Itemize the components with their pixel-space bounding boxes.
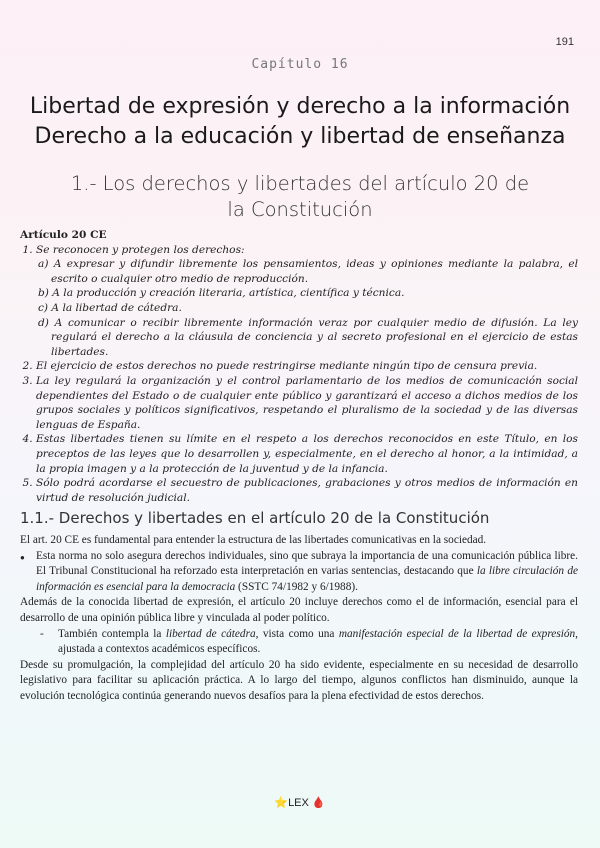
emphasis: manifestación especial de la libertad de expresión [338, 627, 576, 640]
bullet-item [20, 549, 578, 596]
article-item: 5. Sólo podrá acordarse el secuestro de publicaciones, grabaciones y otros medios de información en virtud de resolución judicial. [36, 476, 578, 505]
body-text [20, 533, 578, 705]
article-block [20, 228, 578, 505]
text: , vista como una [255, 627, 339, 640]
dash-item [20, 627, 578, 658]
emphasis: la libre circulación de información es esencial para la democracia [36, 565, 578, 593]
article-subitem: c) A la libertad de cátedra. [38, 301, 182, 314]
text: También contempla la [58, 627, 166, 640]
text: (SSTC 74/1982 y 6/1988). [235, 580, 358, 593]
article-item [36, 243, 578, 360]
section-title: 1.- Los derechos y libertades del artículo 20 de la Constitución [70, 172, 530, 221]
paragraph: Además de la conocida libertad de expresión, el artículo 20 incluye derechos como el de información, esencial para el desarrollo de una opinión pública libre y vinculada al poder político. [20, 596, 578, 624]
footer-label: LEX [288, 797, 309, 809]
title-line-2: Derecho a la educación y libertad de enseñanza [34, 124, 566, 149]
text: Esta norma no solo asegura derechos individuales, sino que subraya la importancia de una comunicación pública libre. El Tribunal Constitucional ha reforzado esta interpretación en varias sentencias, destacando que [36, 549, 578, 578]
paragraph: Desde su promulgación, la complejidad del artículo 20 ha sido evidente, especialmente en su necesidad de desarrollo legislativo para facilitar su aplicación práctica. A lo largo del tiempo, algunos conflictos han disminuido, aunque la evolución tecnológica continúa generando nuevos desafíos para la plena efectividad de estos derechos. [20, 658, 578, 702]
title-line-1: Libertad de expresión y derecho a la información [29, 94, 571, 119]
page-number: 191 [555, 36, 574, 48]
chapter-label: Capítulo 16 [251, 57, 349, 72]
text: , ajustada a contextos académicos específicos. [58, 627, 578, 656]
emphasis: libertad de cátedra [165, 627, 256, 640]
article-item: 2. El ejercicio de estos derechos no puede restringirse mediante ningún tipo de censura previa. [36, 359, 578, 374]
article-subitem: d) A comunicar o recibir libremente información veraz por cualquier medio de difusión. La ley regulará el derecho a la cláusula de conciencia y al secreto profesional en el ejercicio de estas libertades. [38, 316, 578, 358]
star-icon: ⭐ [274, 797, 289, 809]
page-title [0, 92, 600, 152]
article-heading: Artículo 20 CE [20, 229, 107, 241]
drop-icon: 🩸 [311, 797, 326, 809]
footer-logo [0, 796, 600, 809]
article-subitem: b) A la producción y creación literaria, artística, científica y técnica. [38, 287, 405, 300]
article-subitem: a) A expresar y difundir libremente los pensamientos, ideas y opiniones mediante la palabra, el escrito o cualquier otro medio de reproducción. [38, 258, 578, 285]
article-item: 3. La ley regulará la organización y el control parlamentario de los medios de comunicación social dependientes del Estado o de cualquier ente público y garantizará el acceso a dichos medios de los grupos sociales y políticos significativos, respetando el pluralismo de la sociedad y de las diversas lenguas de España. [36, 374, 578, 432]
article-item-text: Se reconocen y protegen los derechos: [36, 243, 245, 256]
subsection-heading: 1.1.- Derechos y libertades en el artículo 20 de la Constitución [20, 509, 490, 527]
paragraph: El art. 20 CE es fundamental para entender la estructura de las libertades comunicativas en la sociedad. [20, 534, 487, 546]
article-item: 4. Estas libertades tienen su límite en el respeto a los derechos reconocidos en este Título, en los preceptos de las leyes que lo desarrollen y, especialmente, en el derecho al honor, a la intimidad, a la propia imagen y a la protección de la juventud y de la infancia. [36, 432, 578, 476]
